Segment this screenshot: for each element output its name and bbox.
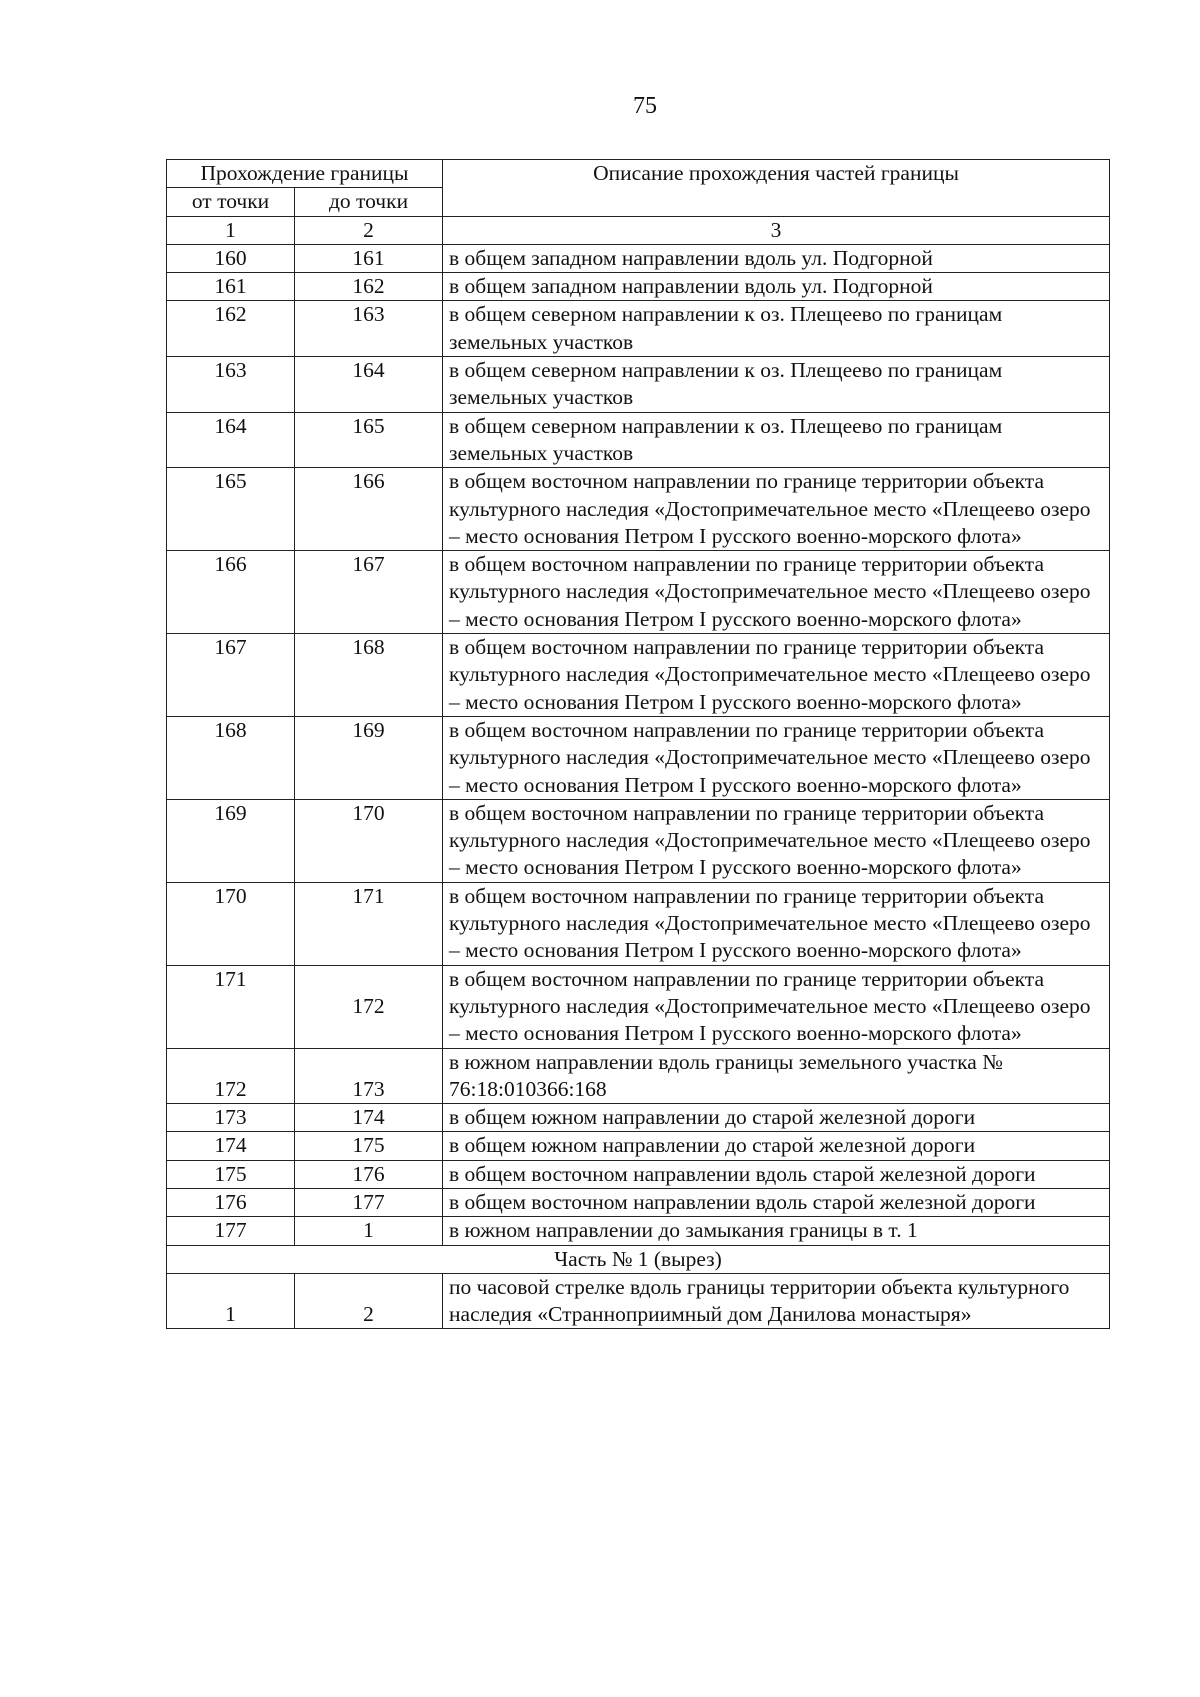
from-point: 172 xyxy=(167,1048,295,1104)
table-row xyxy=(167,799,1110,882)
table-row xyxy=(167,716,1110,799)
to-point: 2 xyxy=(295,1273,443,1329)
to-point: 162 xyxy=(295,273,443,301)
section-header-row xyxy=(167,1245,1110,1273)
header-passage: Прохождение границы xyxy=(167,160,443,188)
table-row xyxy=(167,357,1110,413)
to-point: 176 xyxy=(295,1160,443,1188)
to-point: 175 xyxy=(295,1132,443,1160)
description: в общем восточном направлении вдоль старой железной дороги xyxy=(443,1160,1110,1188)
from-point: 163 xyxy=(167,357,295,413)
description: в общем южном направлении до старой железной дороги xyxy=(443,1132,1110,1160)
from-point: 175 xyxy=(167,1160,295,1188)
to-point: 174 xyxy=(295,1104,443,1132)
to-point: 169 xyxy=(295,716,443,799)
from-point: 169 xyxy=(167,799,295,882)
table-row xyxy=(167,1273,1110,1329)
to-point: 164 xyxy=(295,357,443,413)
section-title: Часть № 1 (вырез) xyxy=(167,1245,1110,1273)
from-point: 164 xyxy=(167,412,295,468)
from-point: 165 xyxy=(167,468,295,551)
to-point: 173 xyxy=(295,1048,443,1104)
description: в общем западном направлении вдоль ул. Подгорной xyxy=(443,244,1110,272)
to-point: 177 xyxy=(295,1188,443,1216)
from-point: 174 xyxy=(167,1132,295,1160)
to-point: 168 xyxy=(295,634,443,717)
description: в общем восточном направлении вдоль старой железной дороги xyxy=(443,1188,1110,1216)
description: в общем восточном направлении по границе территории объекта культурного наследия «Достопримечательное место «Плещеево озеро – место основания Петром I русского военно-морского флота» xyxy=(443,551,1110,634)
from-point: 161 xyxy=(167,273,295,301)
description: в общем западном направлении вдоль ул. Подгорной xyxy=(443,273,1110,301)
table-row xyxy=(167,634,1110,717)
to-point: 167 xyxy=(295,551,443,634)
table-row xyxy=(167,1188,1110,1216)
header-to: до точки xyxy=(295,188,443,216)
from-point: 166 xyxy=(167,551,295,634)
from-point: 173 xyxy=(167,1104,295,1132)
table-row xyxy=(167,412,1110,468)
column-number: 2 xyxy=(295,216,443,244)
to-point: 170 xyxy=(295,799,443,882)
from-point: 1 xyxy=(167,1273,295,1329)
description: в общем восточном направлении по границе территории объекта культурного наследия «Достопримечательное место «Плещеево озеро – место основания Петром I русского военно-морского флота» xyxy=(443,882,1110,965)
to-point: 172 xyxy=(295,965,443,1048)
header-description: Описание прохождения частей границы xyxy=(443,160,1110,217)
from-point: 170 xyxy=(167,882,295,965)
boundary-table xyxy=(166,159,1110,1329)
table-row xyxy=(167,882,1110,965)
description: в южном направлении до замыкания границы в т. 1 xyxy=(443,1217,1110,1245)
table-row xyxy=(167,1104,1110,1132)
from-point: 171 xyxy=(167,965,295,1048)
column-number: 3 xyxy=(443,216,1110,244)
from-point: 167 xyxy=(167,634,295,717)
description: в общем северном направлении к оз. Плещеево по границам земельных участков xyxy=(443,412,1110,468)
to-point: 165 xyxy=(295,412,443,468)
description: в южном направлении вдоль границы земельного участка № 76:18:010366:168 xyxy=(443,1048,1110,1104)
table-row xyxy=(167,1132,1110,1160)
table-row xyxy=(167,244,1110,272)
description: в общем восточном направлении по границе территории объекта культурного наследия «Достопримечательное место «Плещеево озеро – место основания Петром I русского военно-морского флота» xyxy=(443,799,1110,882)
table-row xyxy=(167,1160,1110,1188)
table-row xyxy=(167,551,1110,634)
description: в общем восточном направлении по границе территории объекта культурного наследия «Достопримечательное место «Плещеево озеро – место основания Петром I русского военно-морского флота» xyxy=(443,965,1110,1048)
description: в общем северном направлении к оз. Плещеево по границам земельных участков xyxy=(443,301,1110,357)
column-number: 1 xyxy=(167,216,295,244)
description: в общем восточном направлении по границе территории объекта культурного наследия «Достопримечательное место «Плещеево озеро – место основания Петром I русского военно-морского флота» xyxy=(443,716,1110,799)
from-point: 160 xyxy=(167,244,295,272)
description: по часовой стрелке вдоль границы территории объекта культурного наследия «Страннoприимный дом Данилова монастыря» xyxy=(443,1273,1110,1329)
table-row xyxy=(167,301,1110,357)
table-row xyxy=(167,273,1110,301)
to-point: 166 xyxy=(295,468,443,551)
to-point: 161 xyxy=(295,244,443,272)
from-point: 162 xyxy=(167,301,295,357)
page-number: 75 xyxy=(633,93,657,119)
from-point: 168 xyxy=(167,716,295,799)
header-from: от точки xyxy=(167,188,295,216)
to-point: 163 xyxy=(295,301,443,357)
description: в общем северном направлении к оз. Плещеево по границам земельных участков xyxy=(443,357,1110,413)
description: в общем восточном направлении по границе территории объекта культурного наследия «Достопримечательное место «Плещеево озеро – место основания Петром I русского военно-морского флота» xyxy=(443,468,1110,551)
table-row xyxy=(167,468,1110,551)
from-point: 177 xyxy=(167,1217,295,1245)
description: в общем восточном направлении по границе территории объекта культурного наследия «Достопримечательное место «Плещеево озеро – место основания Петром I русского военно-морского флота» xyxy=(443,634,1110,717)
to-point: 1 xyxy=(295,1217,443,1245)
to-point: 171 xyxy=(295,882,443,965)
description: в общем южном направлении до старой железной дороги xyxy=(443,1104,1110,1132)
from-point: 176 xyxy=(167,1188,295,1216)
table-row xyxy=(167,1217,1110,1245)
table-row xyxy=(167,965,1110,1048)
table-row xyxy=(167,1048,1110,1104)
